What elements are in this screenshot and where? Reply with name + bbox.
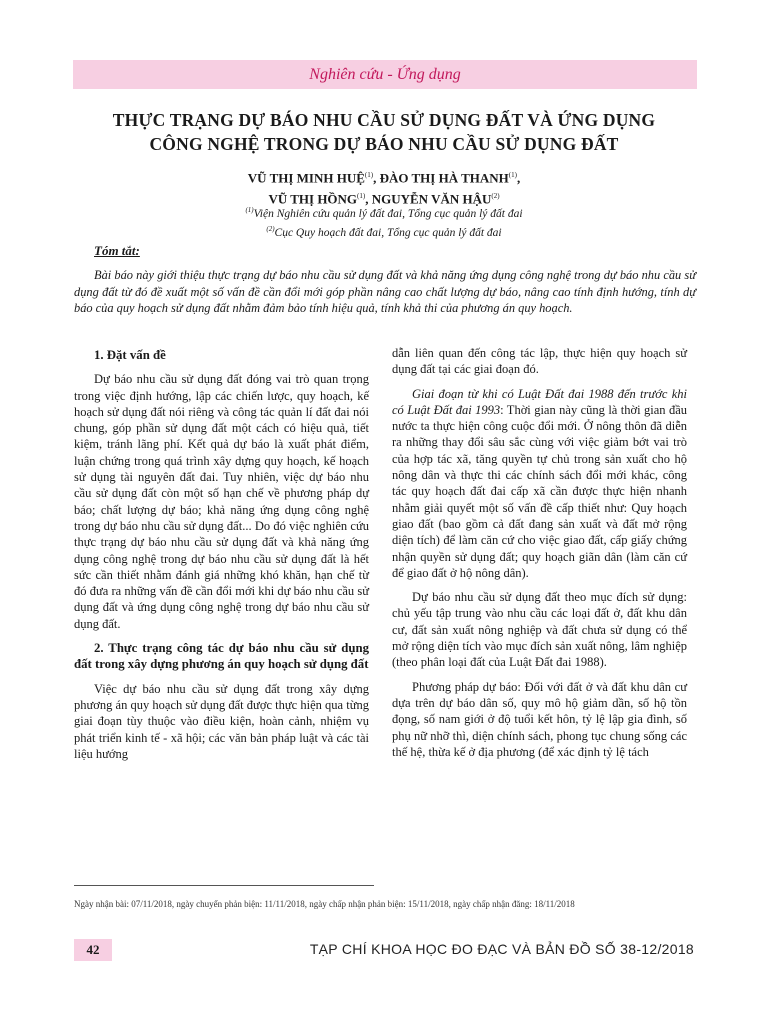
paragraph: Dự báo nhu cầu sử dụng đất theo mục đích sử dụng: chủ yếu tập trung vào nhu cầu các loại đất ở, đất khu dân cư, đất sản xuất nông nghiệp và đất chưa sử dụng có thể mở rộng diện tích vào mục đích sản xuất nông, lâm nghiệp (theo phân loại đất của Luật Đất đai 1988). [392,590,687,670]
section-heading-2: 2. Thực trạng công tác dự báo nhu cầu sử dụng đất trong xây dựng phương án quy hoạch sử dụng đất [74,641,369,672]
affiliation-2: $^{(2)}$Cục Quy hoạch đất đai, Tổng cục quản lý đất đai [266,224,502,239]
author-name: VŨ THỊ MINH HUỆ [247,170,365,186]
paragraph: Phương pháp dự báo: Đối với đất ở và đất khu dân cư dựa trên dự báo dân số, quy mô hộ giảm dần, số hộ tồn đọng, số nam giới ở độ tuổi kết hôn, tỷ lệ lập gia đình, số phụ nữ nhỡ thì, diện chính sách, phong tục chung sống các thế hệ, thừa kế ở địa phương (để xác định tỷ lệ tách [392,679,687,759]
journal-title: TẠP CHÍ KHOA HỌC ĐO ĐẠC VÀ BẢN ĐỒ SỐ 38-12/2018 [309,941,694,957]
section-heading-1: 1. Đặt vấn đề [94,348,166,362]
right-column [392,345,687,768]
abstract-text: Bài báo này giới thiệu thực trạng dự báo nhu cầu sử dụng đất và khả năng ứng dụng công nghệ trong dự báo nhu cầu sử dụng đất từ đó đề xuất một số vấn đề cần đổi mới góp phần nâng cao chất lượng dự báo, nâng cao tính định hướng, tính dự báo của quy hoạch sử dụng đất nhằm đảm bảo tính hiệu quả, tính khả thi của phương án quy hoạch. [74,268,696,315]
affiliations [40,203,728,241]
section-banner [73,60,697,89]
period-heading: Giai đoạn từ khi có Luật Đất đai 1988 đến trước khi có Luật Đất đai 1993 [392,386,687,417]
page-number: 42 [74,939,112,961]
paragraph: dẫn liên quan đến công tác lập, thực hiện quy hoạch sử dụng đất tại các giai đoạn đó. [392,346,687,377]
author-affil-mark: (1) [357,192,366,201]
title-line-1: THỰC TRẠNG DỰ BÁO NHU CẦU SỬ DỤNG ĐẤT VÀ ỨNG DỤNG [112,110,656,130]
paragraph: Việc dự báo nhu cầu sử dụng đất trong xây dựng phương án quy hoạch sử dụng đất được thực hiện qua từng giai đoạn tùy thuộc vào điều kiện, hoàn cảnh, nhiệm vụ phát triển kinh tế - xã hội; các văn bản pháp luật và các tài liệu hướng [74,681,369,761]
section-banner-label: Nghiên cứu - Ứng dụng [309,65,461,83]
paragraph: Giai đoạn từ khi có Luật Đất đai 1988 đến trước khi có Luật Đất đai 1993: Thời gian này cũng là thời gian đầu nước ta thực hiện công cuộc đổi mới. Ở nông thôn đã diễn ra những thay đổi sâu sắc cùng với việc giảm bớt vai trò của hợp tác xã, tăng quyền tự chủ trong sản xuất cho hộ nông dân và thực thi các chính sách đổi mới khác, công tác quy hoạch đất đai cấp xã cần được thực hiện nhanh nhằm giải quyết một số vấn đề cấp thiết như: Quy hoạch giao đất (bao gồm cả đất đang sản xuất và đất mở rộng diện tích) để làm căn cứ cho việc giao đất, cấp giấy chứng nhận quyền sử dụng đất; quy hoạch giãn dân (làm căn cứ để giao đất ở hộ nông dân). [392,386,687,580]
affiliation-1: $^{(1)}$Viện Nghiên cứu quản lý đất đai, Tổng cục quản lý đất đai [245,206,523,220]
author-affil-mark: (1) [508,171,517,179]
author-affil-mark: (2) [491,192,500,201]
author-separator: , [516,170,521,186]
article-title [40,108,728,156]
author-name: VŨ THỊ HỒNG [268,191,358,207]
paragraph: Dự báo nhu cầu sử dụng đất đóng vai trò quan trọng trong việc định hướng, lập các chiến lược, quy hoạch, kế hoạch sử dụng đất nói riêng và công tác quản lí đất đai nói chung, góp phần sử dụng đất một cách có hiệu quả, tiết kiệm, tránh lãng phí. Kết quả dự báo là xuất phát điểm, luận chứng trong quá trình xây dựng quy hoạch, kế hoạch sử dụng tài nguyên đất đai. Tuy nhiên, việc dự báo nhu cầu sử dụng đất còn một số hạn chế về phương pháp dự báo; chất lượng dự báo; khả năng ứng dụng công nghệ trong dự báo nhu cầu sử dụng đất... Do đó việc nghiên cứu thực trạng dự báo nhu cầu sử dụng đất và khả năng ứng dụng công nghệ trong dự báo nhu cầu sử dụng đất là hết sức cần thiết nhằm đánh giá những khó khăn, hạn chế từ đó đưa ra những vấn đề cần đổi mới khi dự báo nhu cầu sử dụng đất và ứng dụng công nghệ trong dự báo nhu cầu sử dụng đất. [74,372,369,631]
title-line-2: CÔNG NGHỆ TRONG DỰ BÁO NHU CẦU SỬ DỤNG ĐẤT [149,134,619,154]
abstract-heading: Tóm tắt: [94,243,140,258]
author-line-1 [40,166,728,187]
left-column [74,345,369,770]
author-name: , NGUYỄN VĂN HẬU [365,191,492,207]
footnote-divider [74,885,374,886]
author-name: , ĐÀO THỊ HÀ THANH [373,170,509,186]
submission-dates: Ngày nhận bài: 07/11/2018, ngày chuyển phản biện: 11/11/2018, ngày chấp nhận phản biện: 15/11/2018, ngày chấp nhận đăng: 18/11/2018 [74,899,575,909]
author-affil-mark: (1) [364,171,374,179]
